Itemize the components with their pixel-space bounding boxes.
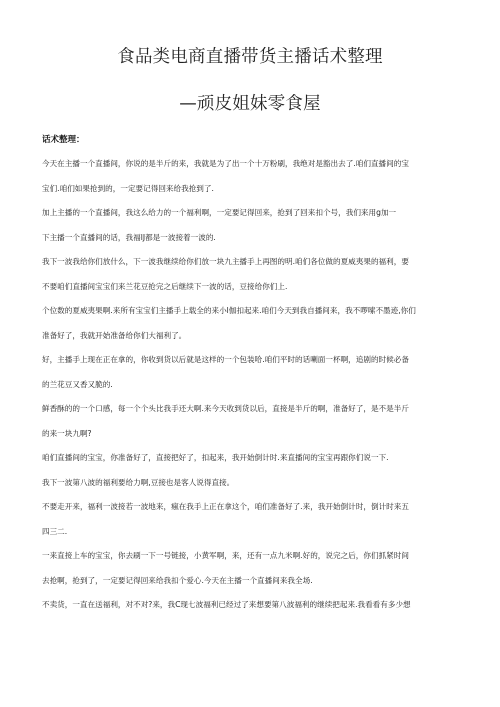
paragraph-line: 去抢啊，抢到了，一定要记得回来给我扣个爱心.今天在主播一个直播间来我全场. (42, 575, 313, 585)
paragraph (42, 495, 458, 544)
paragraph-line: 我下一波我给你们放什么，下一波我继续给你们放一块九主播手上再图的明.咱们各位做的夏威夷果的福利，要 (42, 257, 409, 266)
paragraph-line: 好，主播手上现在正在拿的，你收到货以后就是这样的一个包装哈.咱们平时的话喇面一杯啊，追剧的时候必备 (42, 355, 409, 364)
paragraph (42, 152, 458, 201)
paragraph (42, 593, 458, 618)
paragraph (42, 471, 458, 496)
paragraph-line: 个位数的夏威夷果啊.来所有宝宝们主播手上载全的来小l伽扣起来.咱们今天到我自播间来，我不啰嗦不墨迹,你们 (42, 306, 416, 315)
paragraph-line: 一来直接上车的宝宝，你去刷一下一号链接，小黄军啊，来，还有一点九米啊.好的，说完之后，你们抓紧时间 (42, 551, 409, 560)
paragraph (42, 397, 458, 446)
paragraph (42, 201, 458, 250)
paragraph-line: 下主播一个直播间的话，我福lJ都是一波接着一波的. (42, 232, 216, 242)
paragraph-line: 不要走开来，福利一波接若一波地来，瘋在我手上正在拿这个，咱们准备好了.来，我开始倒计时，倒计时来五 (42, 502, 409, 511)
paragraph-line: 四三二. (42, 526, 68, 536)
paragraph-line: 宝们.咱们如果抢到的，一定要记得回来给我抢到了. (42, 183, 214, 193)
paragraph-line: 准备好了，我就开始准备给你们大福利了。 (42, 330, 187, 340)
paragraph-line: 的兰花豆又香又脆的. (42, 379, 113, 389)
paragraph-line: 不要咱们直播间宝宝们来兰花豆抢完之后继续下一波的话，豆接给你们上. (42, 281, 288, 291)
paragraph (42, 446, 458, 471)
paragraph (42, 544, 458, 593)
paragraph (42, 250, 458, 299)
document-subtitle: —顽皮姐妹零食屋 (179, 94, 321, 114)
paragraph-line: 加上主播的一个直播间，我这么给力的一个福利啊，一定要记得回来，抢到了回来扣个号，我们来用g加一 (42, 208, 397, 217)
document-title: 食品类电商直播带货主播话术整理 (117, 47, 383, 67)
paragraph (42, 299, 458, 348)
paragraph-line: 的来一块九啊? (42, 428, 92, 438)
section-label: 话术整理： (42, 135, 85, 145)
paragraph-line: 不卖货，一直在送福利，对不对?来，我C现七波福利已经过了来想要第八波福利的继续把起来.我看看有多少想 (42, 600, 411, 609)
script-paragraphs (42, 152, 458, 618)
paragraph-line: 鲜香酥的的一个口感，每一个个头比我手还大啊.来今天收到货以后，直接是半斤的啊，准备好了，是不是半斤 (42, 404, 409, 413)
paragraph (42, 348, 458, 397)
paragraph-line: 我下一波第八波的福利要给力啊,豆接也是客人说得直接。 (42, 477, 235, 487)
paragraph-line: 咱们直播间的宝宝，你准备好了，直接把好了，扣起来，我开始倒计时.来直播间的宝宝再跟你们说一下. (42, 453, 389, 462)
paragraph-line: 今天在主播一个直播间，你说的是半斤的来，我就是为了出一个十万粉刷，我绝对是豁出去了.咱们直播间的宝 (42, 159, 409, 168)
